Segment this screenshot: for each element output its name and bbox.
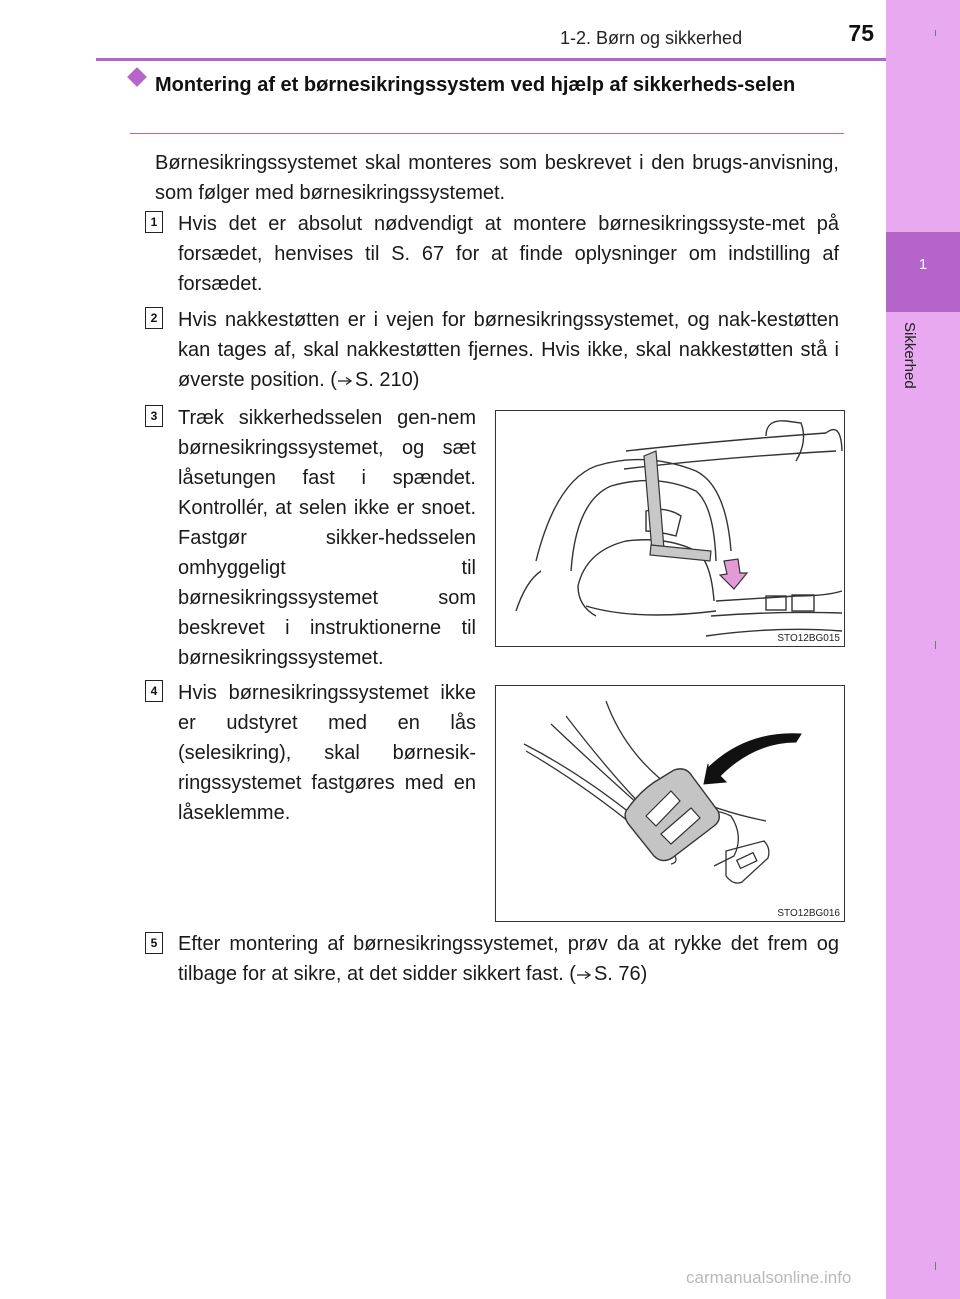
figure-child-seat [495,410,845,647]
crop-mark [935,1262,936,1270]
child-seat-illustration [496,411,844,646]
diamond-icon [127,67,147,87]
step-5-text [178,929,839,990]
step-2-body: Hvis nakkestøtten er i vejen for børnesikringssystemet, og nak-kestøtten kan tages af, skal nakkestøtten fjernes. Hvis ikke, skal nakkestøtten stå i øverste position. ( [178,309,839,391]
step-2-page-ref[interactable]: S. 210) [354,369,420,391]
step-number-5: 5 [145,932,163,954]
step-5-page-ref[interactable]: S. 76) [593,963,648,985]
chapter-name: Sikkerhed [901,322,918,389]
step-number-4: 4 [145,680,163,702]
chapter-sidebar [886,0,960,1299]
step-number-2: 2 [145,307,163,329]
figure-code: STO12BG016 [777,908,840,919]
step-number-3: 3 [145,405,163,427]
step-5-body: Efter montering af børnesikringssystemet, prøv da at rykke det frem og tilbage for at sikre, at det sidder sikkert fast. ( [178,933,839,985]
watermark: carmanualsonline.info [686,1268,852,1287]
section-heading: Montering af et børnesikringssystem ved hjælp af sikkerheds-selen [155,74,796,96]
intro-paragraph: Børnesikringssystemet skal monteres som beskrevet i den brugs-anvisning, som følger med børnesikringssystemet. [155,152,839,204]
page-number: 75 [848,20,874,46]
arrow-right-icon [576,960,594,990]
figure-locking-clip [495,685,845,922]
step-2-text [178,305,839,396]
step-1-text: Hvis det er absolut nødvendigt at montere børnesikringssyste-met på forsædet, henvises til S. 67 for at finde oplysninger om indstilling af forsædet. [178,213,839,295]
heading-rule [130,133,844,134]
crop-mark [935,641,936,649]
crop-mark [935,30,936,36]
step-3-text: Træk sikkerhedsselen gen-nem børnesikringssystemet, og sæt låsetungen fast i spændet. Kontrollér, at selen ikke er snoet. Fastgør sikker-hedsselen omhyggeligt til børnesikringssystemet som beskrevet i instruktionerne til børnesikringssystemet. [178,407,476,669]
chapter-number: 1 [918,256,928,273]
running-header: 1-2. Børn og sikkerhed [560,28,743,48]
arrow-right-icon [337,366,355,396]
locking-clip-illustration [496,686,844,921]
step-number-1: 1 [145,211,163,233]
step-4-text: Hvis børnesikringssystemet ikke er udstyret med en lås (selesikring), skal børnesik-ringssystemet fastgøres med en låseklemme. [178,682,476,824]
figure-code: STO12BG015 [777,633,840,644]
header-rule [96,58,886,61]
